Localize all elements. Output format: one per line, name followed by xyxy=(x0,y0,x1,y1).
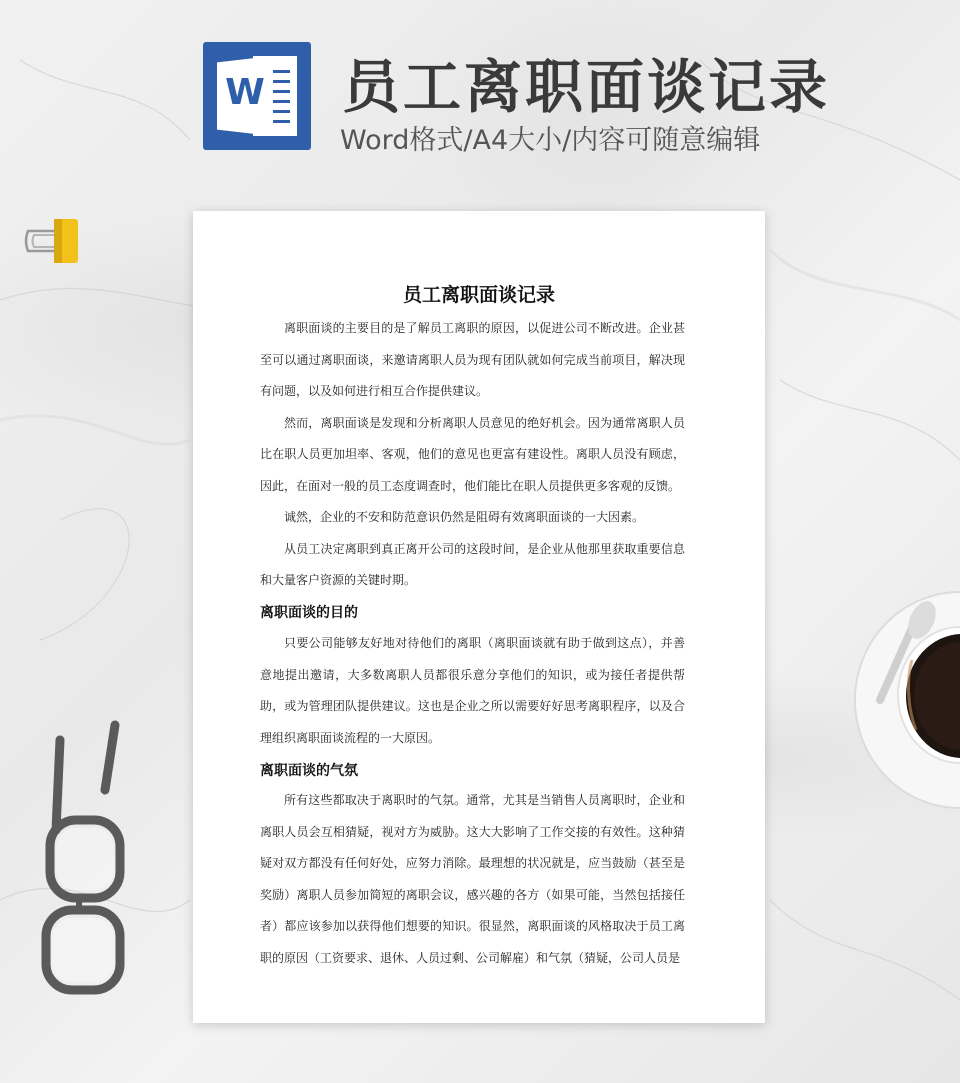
document-title: 员工离职面谈记录 xyxy=(402,284,555,306)
section-heading: 离职面谈的气氛 xyxy=(260,763,358,779)
paragraph: 从员工决定离职到真正离开公司的这段时间，是企业从他那里获取重要信息和大量客户资源的关键时期。 xyxy=(260,541,685,587)
binder-clip-icon xyxy=(22,217,82,267)
paragraph: 所有这些都取决于离职时的气氛。通常，尤其是当销售人员离职时，企业和离职人员会互相猜疑，视对方为威胁。这大大影响了工作交接的有效性。这种猜疑对双方都没有任何好处，应努力消除。最理想的状况就是，应当鼓励（甚至是奖励）离职人员参加简短的离职会议，感兴趣的各方（如果可能，当然包括接任者）都应该参加以获得他们想要的知识。很显然，离职面谈的风格取决于员工离职的原因（工资要求、退休、人员过剩、公司解雇）和气氛（猜疑，公司人员是 xyxy=(260,793,685,965)
page-subtitle: Word格式/A4大小/内容可随意编辑 xyxy=(340,125,761,156)
section-text xyxy=(260,785,685,974)
paragraph: 诚然，企业的不安和防范意识仍然是阻碍有效离职面谈的一大因素。 xyxy=(284,510,645,524)
document-page xyxy=(193,211,765,1023)
page-title: 员工离职面谈记录 xyxy=(342,53,831,121)
intro-text xyxy=(260,313,685,597)
section-text xyxy=(260,628,685,754)
paragraph: 离职面谈的主要目的是了解员工离职的原因，以促进公司不断改进。企业甚至可以通过离职面谈，来邀请离职人员为现有团队就如何完成当前项目，解决现有问题，以及如何进行相互合作提供建议。 xyxy=(260,321,685,398)
word-logo-letter: W xyxy=(225,72,265,113)
paragraph: 然而，离职面谈是发现和分析离职人员意见的绝好机会。因为通常离职人员比在职人员更加坦率、客观，他们的意见也更富有建设性。离职人员没有顾虑，因此，在面对一般的员工态度调查时，他们能比在职人员提供更多客观的反馈。 xyxy=(260,415,685,493)
coffee-cup-icon xyxy=(850,590,960,810)
section-heading: 离职面谈的目的 xyxy=(260,605,358,621)
paragraph: 只要公司能够友好地对待他们的离职（离职面谈就有助于做到这点），并善意地提出邀请，大多数离职人员都很乐意分享他们的知识，或为接任者提供帮助，或为管理团队提供建议。这也是企业之所以需要好好思考离职程序，以及合理组织离职面谈流程的一大原因。 xyxy=(260,636,685,745)
word-logo-icon xyxy=(203,42,311,150)
eyeglasses-icon xyxy=(20,720,160,1020)
